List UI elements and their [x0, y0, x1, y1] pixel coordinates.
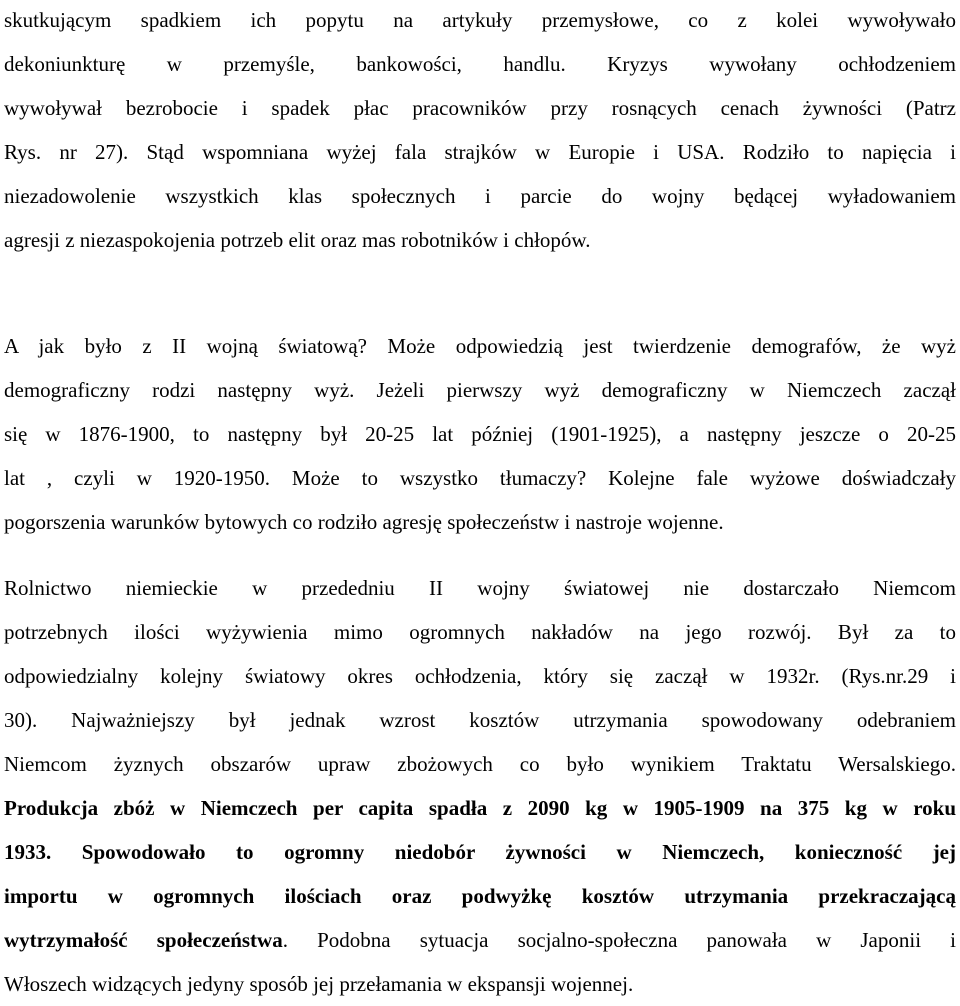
text-line: A jak było z II wojną światową? Może odpowiedzią jest twierdzenie demografów, że wyż [4, 334, 956, 358]
text-line: odpowiedzialny kolejny światowy okres ochłodzenia, który się zaczął w 1932r. (Rys.nr.29 i [4, 664, 956, 688]
bold-phrase: wytrzymałość społeczeństwa [4, 928, 283, 952]
text-line: skutkującym spadkiem ich popytu na artykuły przemysłowe, co z kolei wywoływało [4, 8, 956, 32]
bold-text-line: 1933. Spowodowało to ogromny niedobór żywności w Niemczech, konieczność jej [4, 840, 956, 864]
paragraph-3 [4, 566, 956, 1006]
text-line: dekoniunkturę w przemyśle, bankowości, handlu. Kryzys wywołany ochłodzeniem [4, 52, 956, 76]
document-page [4, 0, 956, 1006]
text-line: demograficzny rodzi następny wyż. Jeżeli pierwszy wyż demograficzny w Niemczech zaczął [4, 378, 956, 402]
text-line: się w 1876-1900, to następny był 20-25 lat później (1901-1925), a następny jeszcze o 20-25 [4, 422, 956, 446]
text-line: pogorszenia warunków bytowych co rodziło agresję społeczeństw i nastroje wojenne. [4, 510, 724, 534]
text-line: niezadowolenie wszystkich klas społecznych i parcie do wojny będącej wyładowaniem [4, 184, 956, 208]
bold-text-line: Produkcja zbóż w Niemczech per capita spadła z 2090 kg w 1905-1909 na 375 kg w roku [4, 796, 956, 820]
text-line: Rolnictwo niemieckie w przededniu II wojny światowej nie dostarczało Niemcom [4, 576, 956, 600]
text-line: potrzebnych ilości wyżywienia mimo ogromnych nakładów na jego rozwój. Był za to [4, 620, 956, 644]
text-line: 30). Najważniejszy był jednak wzrost kosztów utrzymania spowodowany odebraniem [4, 708, 956, 732]
text-line: wywoływał bezrobocie i spadek płac pracowników przy rosnących cenach żywności (Patrz [4, 96, 956, 120]
text-line: agresji z niezaspokojenia potrzeb elit oraz mas robotników i chłopów. [4, 228, 591, 252]
paragraph-2 [4, 324, 956, 544]
text-line: Niemcom żyznych obszarów upraw zbożowych co było wynikiem Traktatu Wersalskiego. [4, 752, 956, 776]
bold-text-line: importu w ogromnych ilościach oraz podwyżkę kosztów utrzymania przekraczającą [4, 884, 956, 908]
text-line: lat , czyli w 1920-1950. Może to wszystko tłumaczy? Kolejne fale wyżowe doświadczały [4, 466, 956, 490]
mixed-text-line [4, 918, 956, 962]
text-line: Rys. nr 27). Stąd wspomniana wyżej fala strajków w Europie i USA. Rodziło to napięcia i [4, 140, 956, 164]
text-line: Włoszech widzących jedyny sposób jej przełamania w ekspansji wojennej. [4, 972, 634, 996]
paragraph-1 [4, 0, 956, 262]
text-run: . Podobna sytuacja socjalno-społeczna panowała w Japonii i [282, 928, 956, 952]
